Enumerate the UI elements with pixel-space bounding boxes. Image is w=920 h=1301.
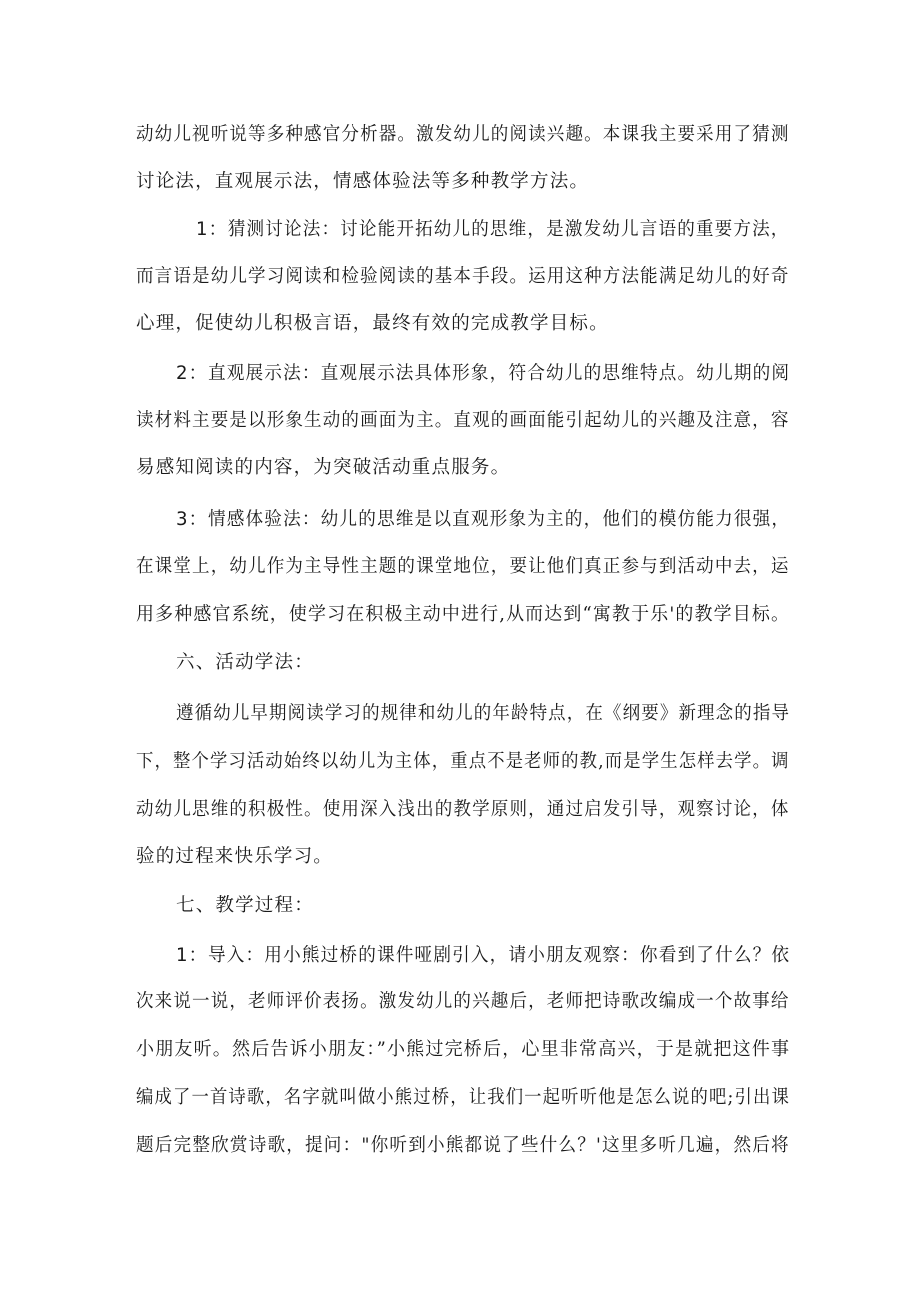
paragraph-line: 题后完整欣赏诗歌，提问："你听到小熊都说了些什么？'这里多听几遍，然后将 bbox=[136, 1135, 790, 1156]
paragraph-line: 次来说一说，老师评价表扬。激发幼儿的兴趣后，老师把诗歌改编成一个故事给 bbox=[136, 991, 790, 1012]
list-marker: 2： bbox=[176, 362, 208, 384]
list-marker: 3： bbox=[176, 508, 208, 530]
list-marker: 1： bbox=[196, 218, 228, 240]
paragraph-line: 易感知阅读的内容，为突破活动重点服务。 bbox=[136, 457, 511, 478]
method-2-heading-line: 2：直观展示法：直观展示法具体形象，符合幼儿的思维特点。幼儿期的阅 bbox=[176, 362, 791, 384]
paragraph-line: 小朋友听。然后告诉小朋友：”小熊过完桥后，心里非常高兴，于是就把这件事 bbox=[136, 1039, 791, 1060]
section-heading-learning-methods: 六、活动学法： bbox=[176, 652, 314, 673]
paragraph-line: 遵循幼儿早期阅读学习的规律和幼儿的年龄特点，在《纲要》新理念的指导 bbox=[176, 703, 791, 724]
paragraph-line: 在课堂上，幼儿作为主导性主题的课堂地位，要让他们真正参与到活动中去，运 bbox=[136, 556, 790, 577]
paragraph-line: 心理，促使幼儿积极言语，最终有效的完成教学目标。 bbox=[136, 313, 609, 334]
paragraph-line: 而言语是幼儿学习阅读和检验阅读的基本手段。运用这种方法能满足幼儿的好奇 bbox=[136, 266, 790, 287]
paragraph-line: 动幼儿视听说等多种感官分析器。激发幼儿的阅读兴趣。本课我主要采用了猜测 bbox=[136, 124, 790, 145]
method-1-heading-line: 1：猜测讨论法：讨论能开拓幼儿的思维，是激发幼儿言语的重要方法， bbox=[196, 218, 790, 240]
paragraph-line: 验的过程来快乐学习。 bbox=[136, 846, 334, 867]
paragraph-line: 讨论法，直观展示法，情感体验法等多种教学方法。 bbox=[136, 171, 590, 192]
paragraph-line: 读材料主要是以形象生动的画面为主。直观的画面能引起幼儿的兴趣及注意，容 bbox=[136, 410, 790, 431]
method-3-heading-line: 3：情感体验法：幼儿的思维是以直观形象为主的，他们的模仿能力很强， bbox=[176, 508, 791, 530]
paragraph-line: 下，整个学习活动始终以幼儿为主体，重点不是老师的教,而是学生怎样去学。调 bbox=[136, 751, 790, 772]
paragraph-line: 编成了一首诗歌，名字就叫做小熊过桥，让我们一起听听他是怎么说的吧;引出课 bbox=[136, 1087, 790, 1108]
paragraph-line: 动幼儿思维的积极性。使用深入浅出的教学原则，通过启发引导，观察讨论，体 bbox=[136, 799, 790, 820]
step-1-heading-line: 1：导入：用小熊过桥的课件哑剧引入，请小朋友观察：你看到了什么？依 bbox=[176, 944, 791, 966]
list-marker: 1： bbox=[176, 944, 208, 966]
section-heading-teaching-process: 七、教学过程： bbox=[176, 895, 314, 916]
paragraph-line: 用多种感官系统，使学习在积极主动中进行,从而达到“寓教于乐'的教学目标。 bbox=[136, 604, 791, 625]
